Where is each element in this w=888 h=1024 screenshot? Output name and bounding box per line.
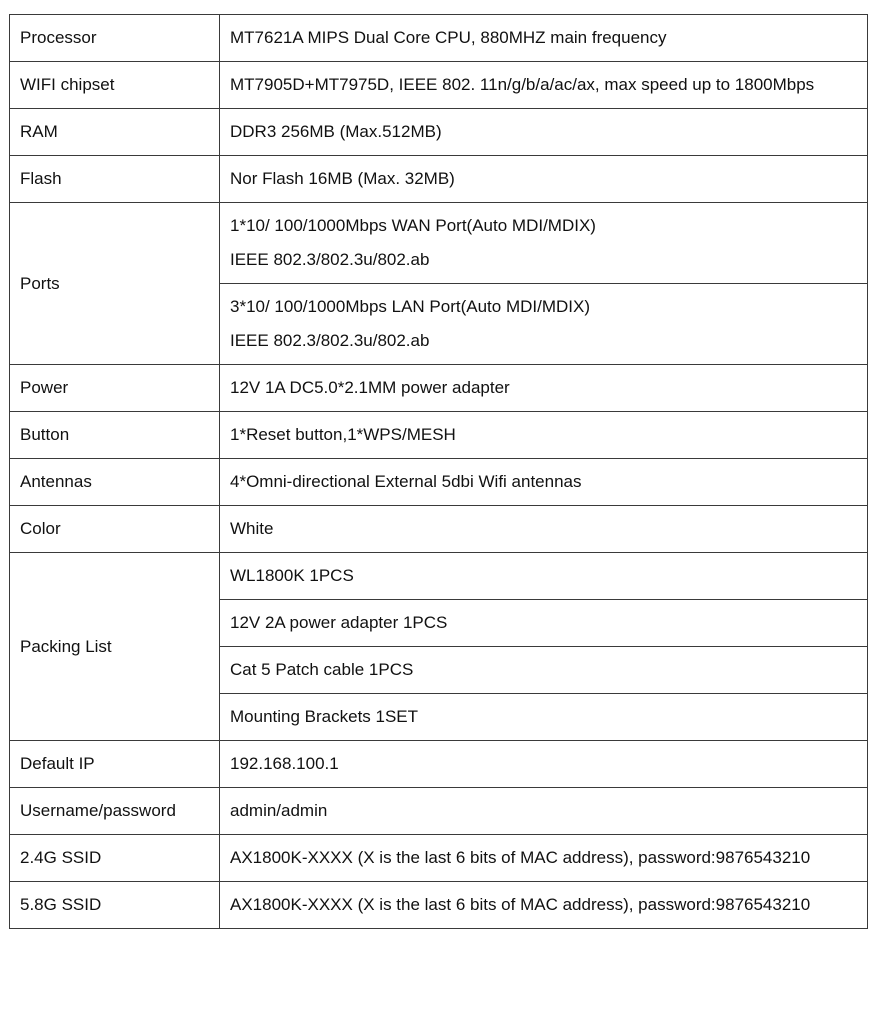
spec-value: admin/admin — [220, 788, 868, 835]
spec-label: Username/password — [10, 788, 220, 835]
spec-label: Color — [10, 506, 220, 553]
spec-row-ports — [10, 203, 868, 284]
spec-label: Ports — [10, 203, 220, 365]
spec-row-power — [10, 365, 868, 412]
spec-row-username-password — [10, 788, 868, 835]
spec-value: 12V 1A DC5.0*2.1MM power adapter — [220, 365, 868, 412]
spec-row-default-ip — [10, 741, 868, 788]
spec-label: Flash — [10, 156, 220, 203]
spec-value: AX1800K-XXXX (X is the last 6 bits of MAC address), password:9876543210 — [220, 882, 868, 929]
spec-value: 1*Reset button,1*WPS/MESH — [220, 412, 868, 459]
spec-label: Processor — [10, 15, 220, 62]
port-wan-line: 1*10/ 100/1000Mbps WAN Port(Auto MDI/MDIX) — [230, 216, 596, 235]
spec-label: Packing List — [10, 553, 220, 741]
spec-label: WIFI chipset — [10, 62, 220, 109]
spec-row-flash — [10, 156, 868, 203]
spec-row-ssid-58g — [10, 882, 868, 929]
packing-item: Cat 5 Patch cable 1PCS — [220, 647, 868, 694]
spec-label: 5.8G SSID — [10, 882, 220, 929]
packing-item: Mounting Brackets 1SET — [220, 694, 868, 741]
packing-item: 12V 2A power adapter 1PCS — [220, 600, 868, 647]
spec-row-antennas — [10, 459, 868, 506]
spec-value: 192.168.100.1 — [220, 741, 868, 788]
spec-row-processor — [10, 15, 868, 62]
packing-item: WL1800K 1PCS — [220, 553, 868, 600]
spec-row-packing-list — [10, 553, 868, 600]
spec-row-wifi-chipset — [10, 62, 868, 109]
spec-label: Default IP — [10, 741, 220, 788]
spec-value: Nor Flash 16MB (Max. 32MB) — [220, 156, 868, 203]
spec-row-button — [10, 412, 868, 459]
spec-value: MT7621A MIPS Dual Core CPU, 880MHZ main frequency — [220, 15, 868, 62]
spec-label: Button — [10, 412, 220, 459]
spec-row-ssid-24g — [10, 835, 868, 882]
spec-table — [9, 14, 868, 929]
spec-value: MT7905D+MT7975D, IEEE 802. 11n/g/b/a/ac/ax, max speed up to 1800Mbps — [220, 62, 868, 109]
spec-value: White — [220, 506, 868, 553]
port-lan-standard: IEEE 802.3/802.3u/802.ab — [230, 331, 430, 350]
spec-value: 4*Omni-directional External 5dbi Wifi antennas — [220, 459, 868, 506]
spec-label: Power — [10, 365, 220, 412]
spec-value — [220, 284, 868, 365]
spec-value — [220, 203, 868, 284]
spec-label: RAM — [10, 109, 220, 156]
spec-value: DDR3 256MB (Max.512MB) — [220, 109, 868, 156]
port-wan-standard: IEEE 802.3/802.3u/802.ab — [230, 250, 430, 269]
spec-label: 2.4G SSID — [10, 835, 220, 882]
spec-label: Antennas — [10, 459, 220, 506]
port-lan-line: 3*10/ 100/1000Mbps LAN Port(Auto MDI/MDIX) — [230, 297, 590, 316]
spec-value: AX1800K-XXXX (X is the last 6 bits of MAC address), password:9876543210 — [220, 835, 868, 882]
spec-row-color — [10, 506, 868, 553]
spec-row-ram — [10, 109, 868, 156]
